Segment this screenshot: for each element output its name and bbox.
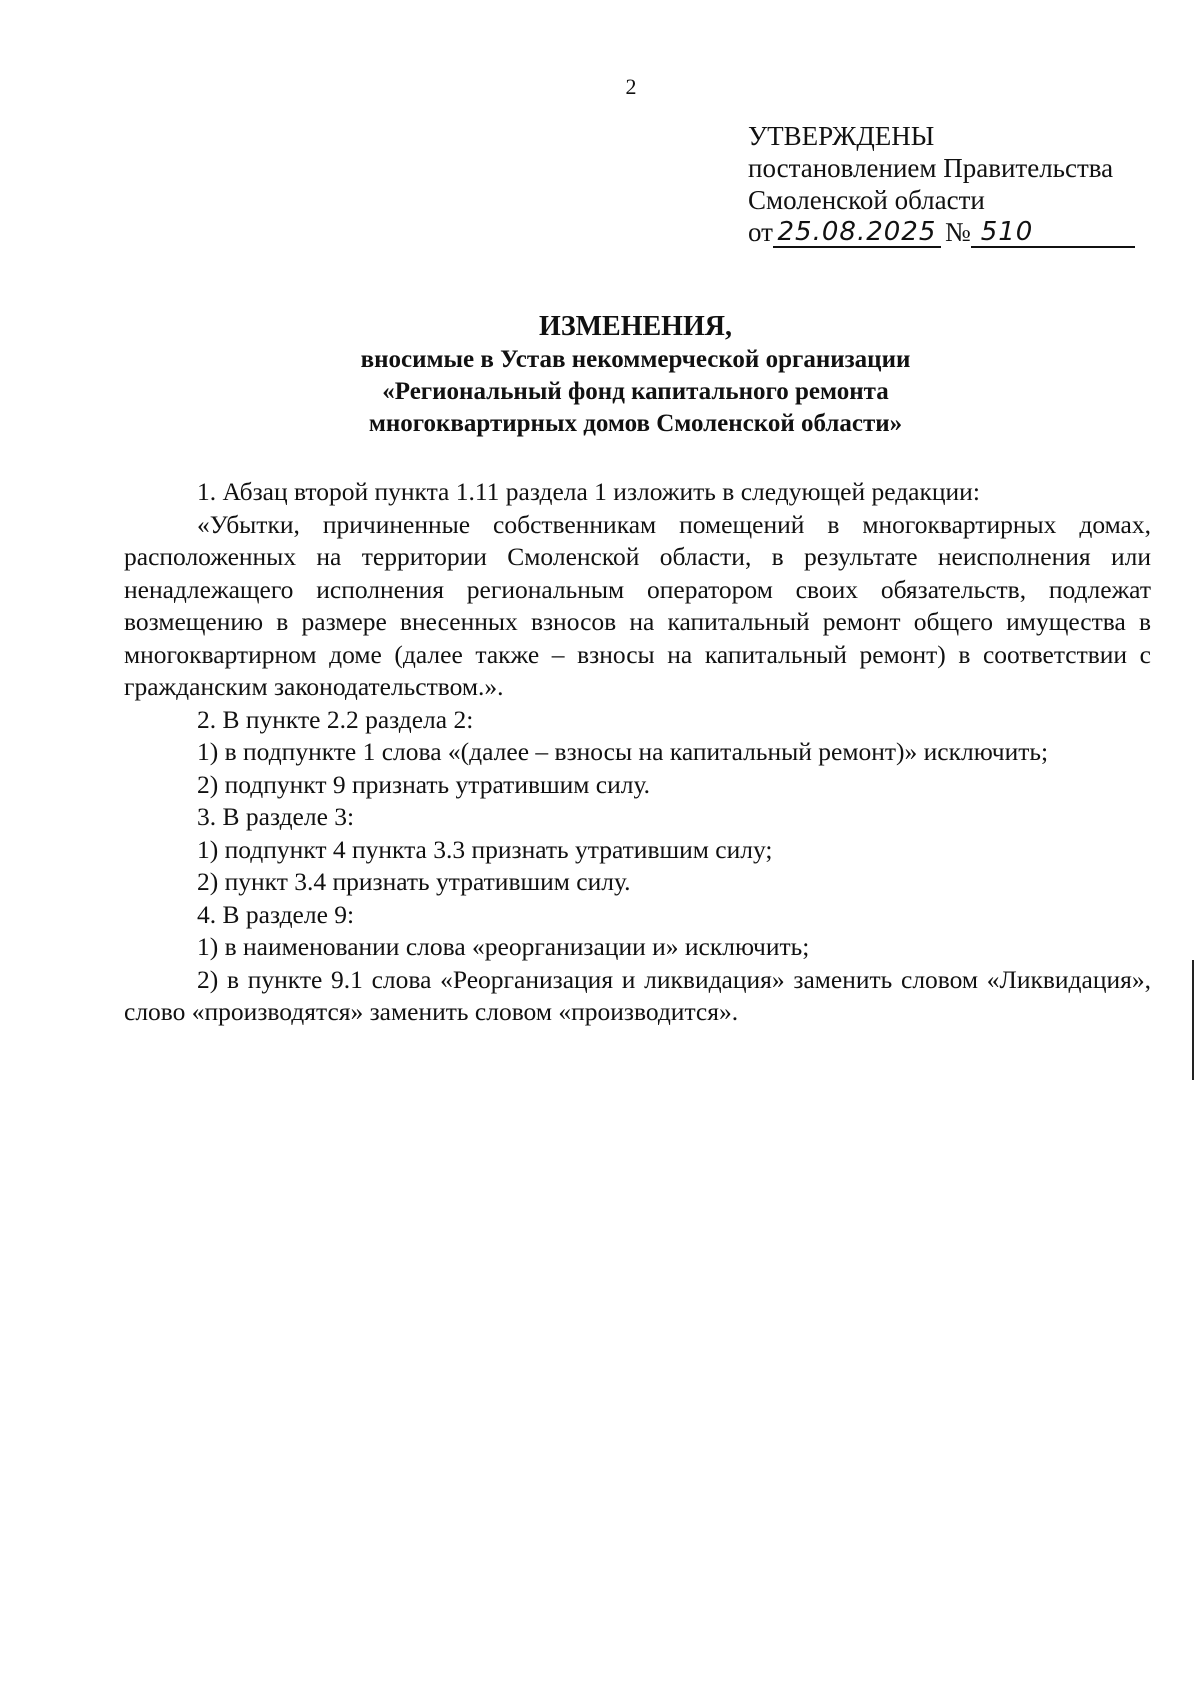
scan-margin-line — [1192, 960, 1194, 1080]
paragraph: 4. В разделе 9: — [197, 899, 355, 929]
document-heading — [120, 310, 1151, 440]
number-sign: № — [944, 217, 971, 247]
paragraph: 2. В пункте 2.2 раздела 2: — [197, 704, 474, 734]
heading-line-2: «Региональный фонд капитального ремонта — [382, 378, 889, 405]
handwritten-number: 510 — [971, 218, 1135, 248]
heading-line-3: многоквартирных домов Смоленской области» — [368, 410, 903, 437]
paragraph: 1) в подпункте 1 слова «(далее – взносы на капитальный ремонт)» исключить; — [197, 737, 1049, 766]
paragraph: 1) в наименовании слова «реорганизации и» исключить; — [197, 932, 810, 961]
paragraph: 2) подпункт 9 признать утратившим силу. — [197, 769, 651, 799]
paragraph: 2) пункт 3.4 признать утратившим силу. — [197, 867, 631, 896]
approval-resolution: постановлением Правительства — [748, 153, 1114, 183]
approval-date-line — [748, 216, 1135, 248]
paragraph: 2) в пункте 9.1 слова «Реорганизация и ликвидация» заменить словом «Ликвидация», слово «производятся» заменить словом «производится». — [124, 964, 1151, 1026]
heading-title: ИЗМЕНЕНИЯ, — [539, 311, 732, 342]
page-number: 2 — [625, 74, 637, 99]
paragraph: «Убытки, причиненные собственникам помещений в многоквартирных домах, расположенных на территории Смоленской области, в результате неисполнения или ненадлежащего исполнения региональным оператором своих обязательств, подлежат возмещению в размере внесенных взносов на капитальный ремонт общего имущества в многоквартирном доме (далее также – взносы на капитальный ремонт) в соответствии с гражданским законодательством.». — [124, 509, 1151, 701]
approval-region: Смоленской области — [748, 185, 985, 215]
approval-title: УТВЕРЖДЕНЫ — [748, 121, 935, 151]
date-prefix: от — [748, 217, 773, 247]
approval-stamp — [748, 120, 1135, 248]
heading-line-1: вносимые в Устав некоммерческой организации — [360, 346, 911, 373]
handwritten-date: 25.08.2025 — [773, 218, 941, 248]
paragraph: 1) подпункт 4 пункта 3.3 признать утратившим силу; — [197, 834, 773, 864]
paragraph: 3. В разделе 3: — [197, 802, 355, 831]
document-body — [124, 476, 1151, 1029]
paragraph: 1. Абзац второй пункта 1.11 раздела 1 изложить в следующей редакции: — [197, 477, 980, 506]
